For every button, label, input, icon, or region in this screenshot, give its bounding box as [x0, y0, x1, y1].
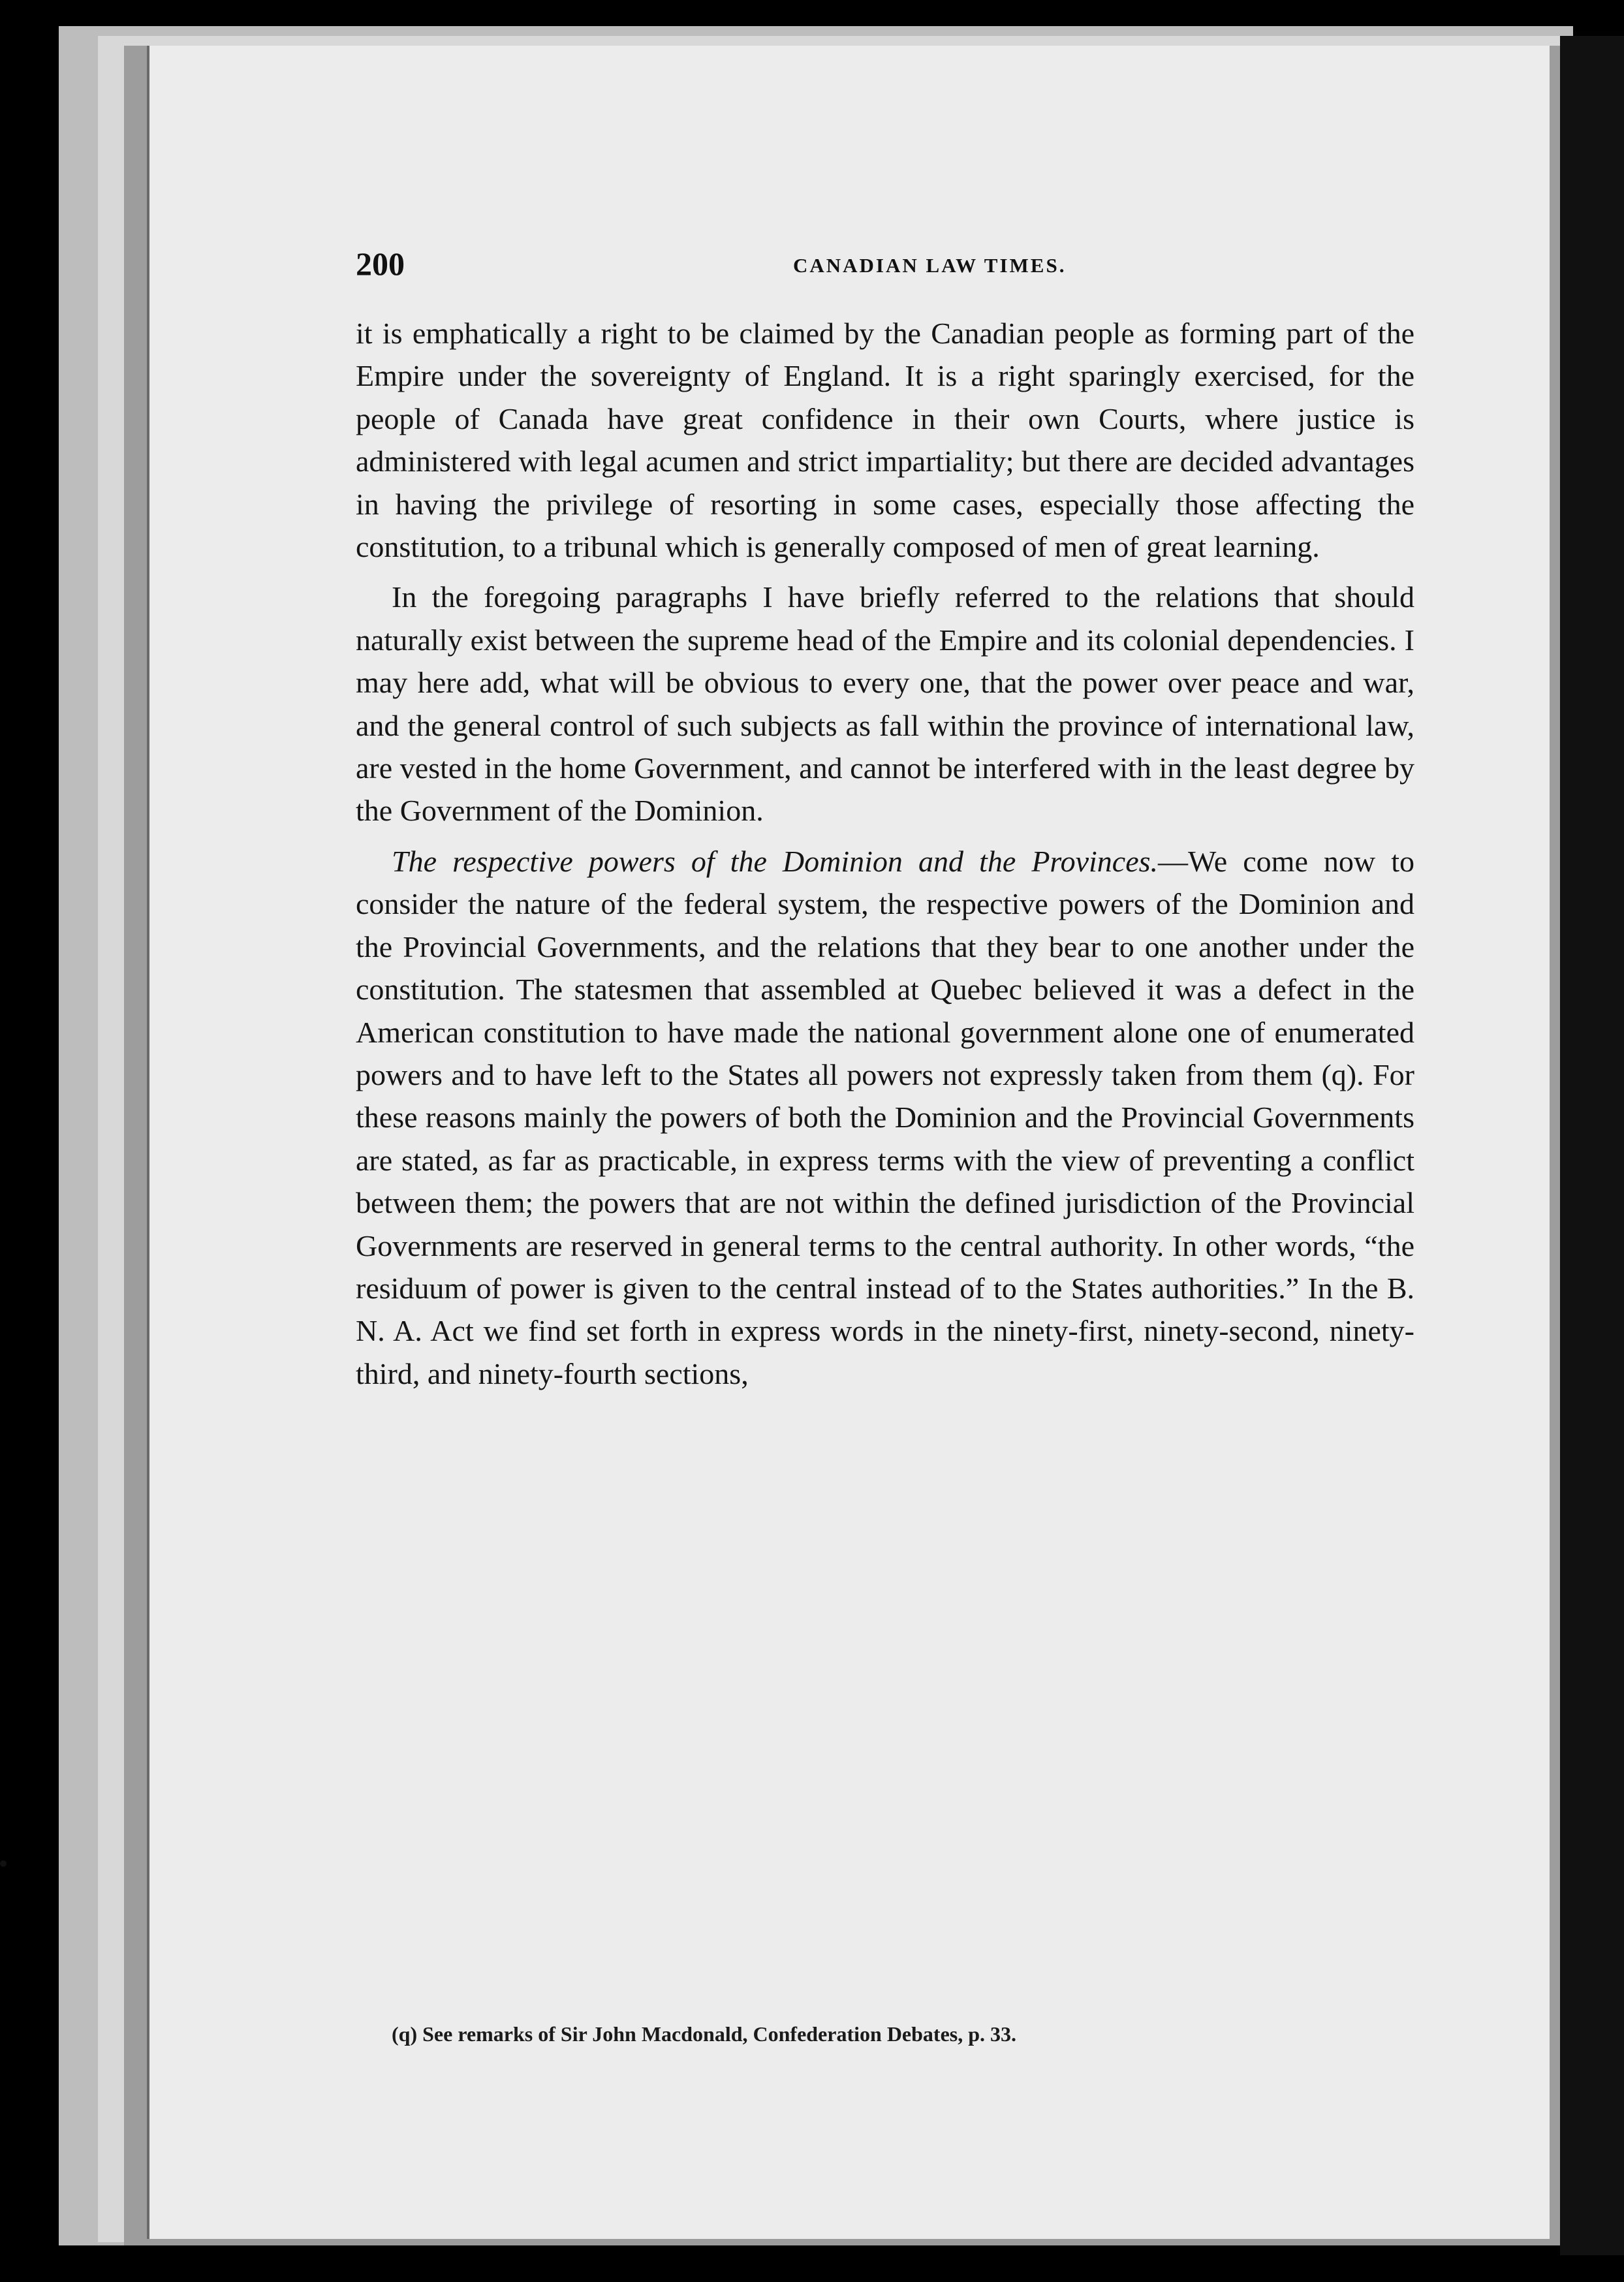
scan-speck — [1563, 1103, 1570, 1129]
page-header — [356, 245, 1413, 290]
body-text — [356, 312, 1414, 1395]
running-head: CANADIAN LAW TIMES. — [793, 254, 1067, 277]
section-heading: The respective powers of the Dominion and the Provinces. — [392, 844, 1159, 878]
binding-edge — [1560, 36, 1624, 2255]
paragraph-1: it is emphatically a right to be claimed by the Canadian people as forming part of the Empire under the sovereignty of England. It is a right sparingly exercised, for the people of Canada have great confidence in their own Courts, where justice is administered with legal acumen and strict impartiality; but there are decided advantages in having the privilege of resorting in some cases, especially those affecting the constitution, to a tribunal which is generally composed of men of great learning. — [356, 317, 1414, 564]
scan-speck — [0, 1860, 7, 1867]
footnote: (q) See remarks of Sir John Macdonald, Confederation Debates, p. 33. — [392, 2022, 1017, 2046]
paragraph-3-text: —We come now to consider the nature of the federal system, the respective powers of the Dominion and the Provincial Governments, and the relations that they bear to one another under the constitution. The statesmen that assembled at Quebec believed it was a defect in the American constitution to have made the national government alone one of enumerated powers and to have left to the States all powers not expressly taken from them (q). For these reasons mainly the powers of both the Dominion and the Provincial Governments are stated, as far as practicable, in express terms with the view of preventing a conflict between them; the powers that are not within the defined jurisdiction of the Provincial Governments are reserved in general terms to the central authority. In other words, “the residuum of power is given to the central instead of to the States authorities.” In the B. N. A. Act we find set forth in express words in the ninety-first, ninety-second, ninety-third, and ninety-fourth sections, — [356, 844, 1414, 1390]
page-number: 200 — [356, 245, 405, 282]
paragraph-2: In the foregoing paragraphs I have briefly referred to the relations that should naturally exist between the supreme head of the Empire and its colonial dependencies. I may here add, what will be obvious to every one, that the power over peace and war, and the general control of such subjects as fall within the province of international law, are vested in the home Government, and cannot be interfered with in the least degree by the Government of the Dominion. — [356, 580, 1414, 828]
paragraph-3 — [356, 840, 1414, 1395]
